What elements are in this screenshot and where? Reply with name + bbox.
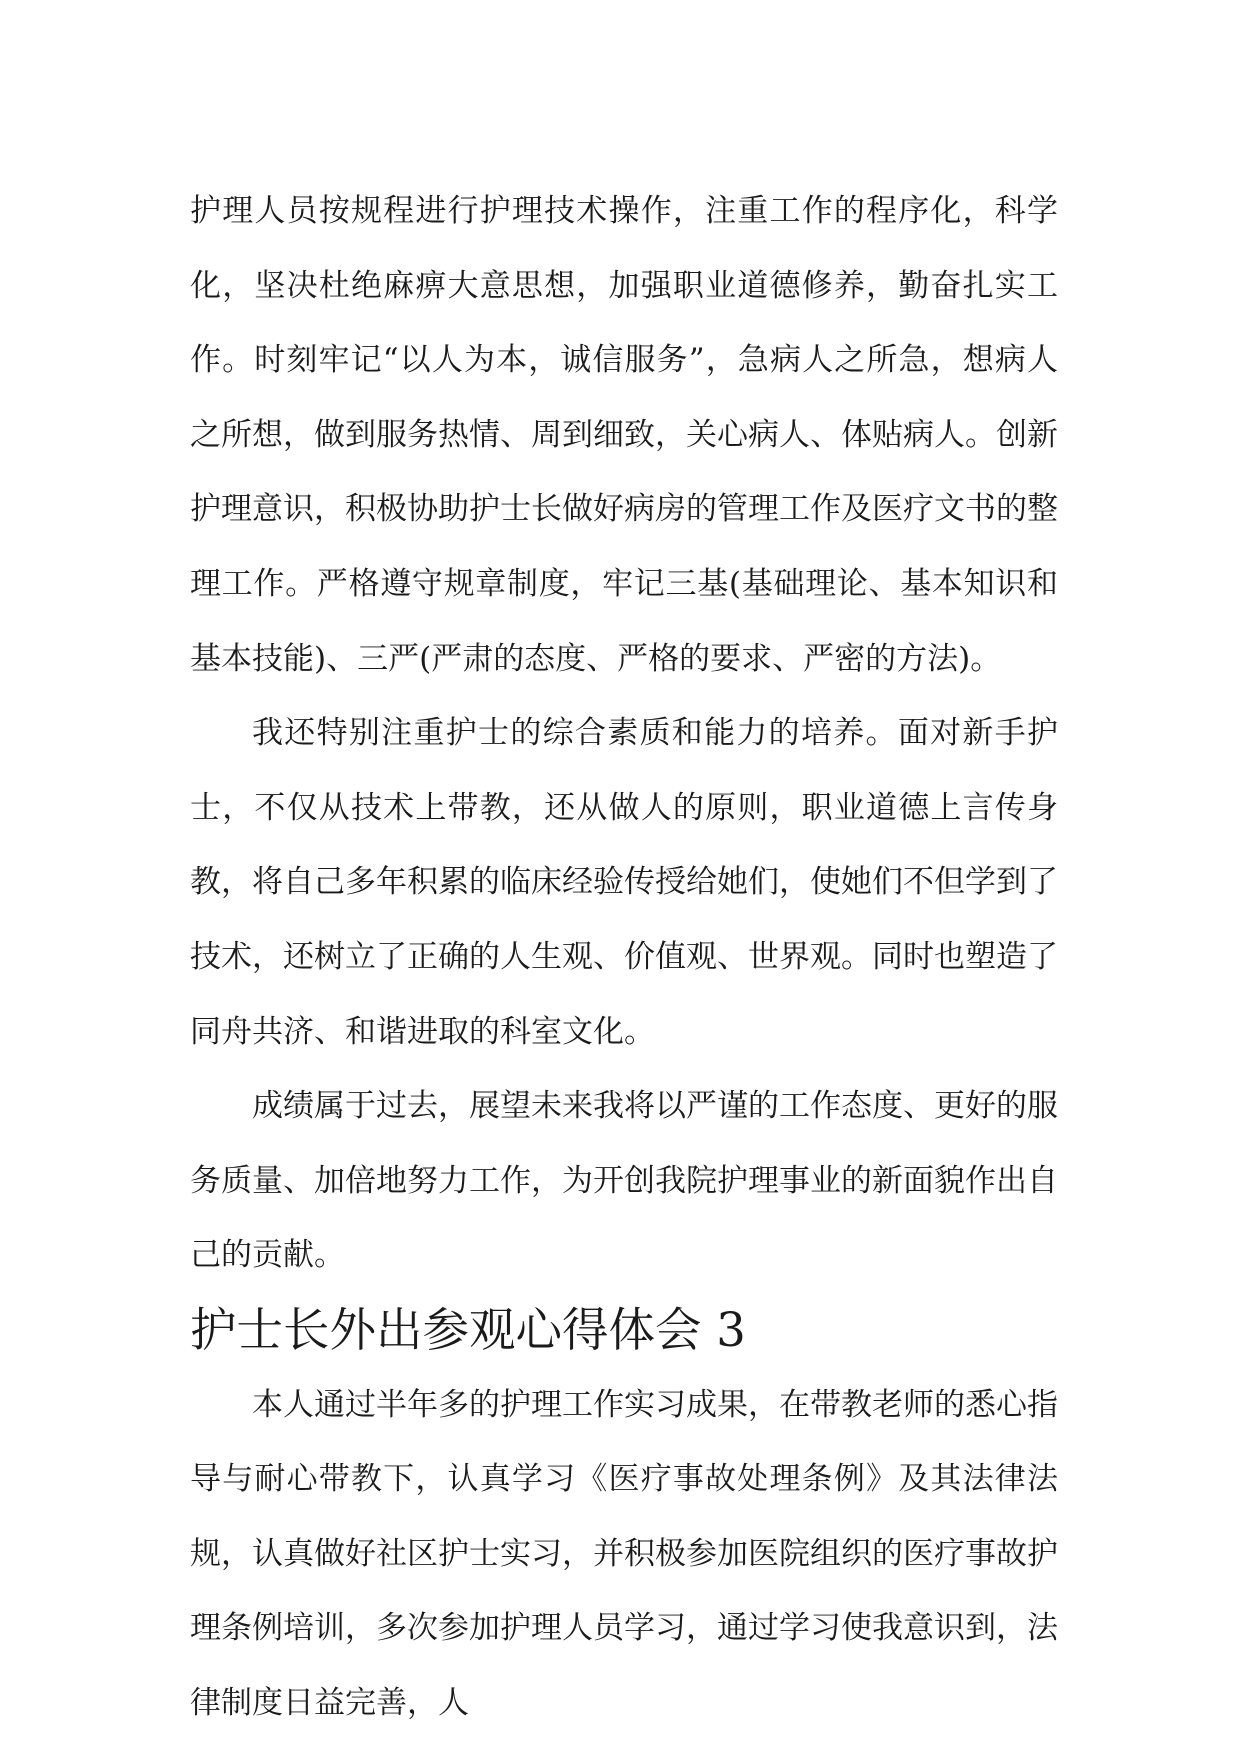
section-heading: 护士长外出参观心得体会 3: [190, 1302, 746, 1357]
paragraph-training-nurses: 我还特别注重护士的综合素质和能力的培养。面对新手护士，不仅从技术上带教，还从做人的原则，职业道德上言传身教，将自己多年积累的临床经验传授给她们，使她们不但学到了技术，还树立了正确的人生观、价值观、世界观。同时也塑造了同舟共济、和谐进取的科室文化。: [190, 715, 1058, 1050]
paragraph-future-outlook: 成绩属于过去，展望未来我将以严谨的工作态度、更好的服务质量、加倍地努力工作，为开创我院护理事业的新面貌作出自己的贡献。: [190, 1088, 1058, 1274]
paragraph-internship: 本人通过半年多的护理工作实习成果，在带教老师的悉心指导与耐心带教下，认真学习《医疗事故处理条例》及其法律法规，认真做好社区护士实习，并积极参加医院组织的医疗事故护理条例培训，多次参加护理人员学习，通过学习使我意识到，法律制度日益完善，人: [190, 1386, 1058, 1721]
document-body: [190, 174, 1058, 1740]
paragraph-nursing-practice: 护理人员按规程进行护理技术操作，注重工作的程序化，科学化，坚决杜绝麻痹大意思想，加强职业道德修养，勤奋扎实工作。时刻牢记“以人为本，诚信服务”，急病人之所急，想病人之所想，做到服务热情、周到细致，关心病人、体贴病人。创新护理意识，积极协助护士长做好病房的管理工作及医疗文书的整理工作。严格遵守规章制度，牢记三基(基础理论、基本知识和基本技能)、三严(严肃的态度、严格的要求、严密的方法)。: [190, 193, 1058, 677]
